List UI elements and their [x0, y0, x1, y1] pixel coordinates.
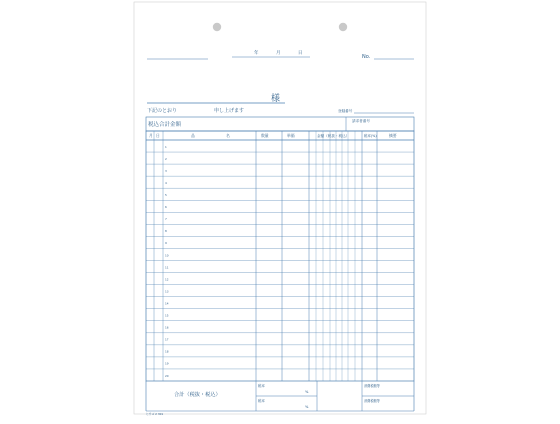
footer-percent-1: %	[305, 390, 309, 394]
row-number: 14	[165, 301, 169, 306]
date-day: 日	[298, 51, 303, 56]
row-number: 12	[165, 277, 169, 282]
date-month: 月	[276, 51, 281, 56]
row-number: 3	[165, 168, 167, 173]
footer-tax-rate-2: 税率	[258, 399, 265, 403]
honorific: 様	[271, 94, 281, 104]
greeting-left: 下記のとおり	[147, 108, 178, 114]
greeting-right: 申し上げます	[214, 108, 245, 114]
date-year: 年	[254, 51, 259, 56]
row-number: 18	[165, 349, 169, 354]
header-amount: 金額（税抜・税込）	[317, 134, 350, 138]
row-number: 6	[165, 205, 167, 210]
row-number: 15	[165, 313, 169, 318]
number-label: No.	[362, 54, 371, 60]
row-number: 13	[165, 289, 169, 294]
binding-hole-left	[213, 23, 221, 31]
header-remarks: 摘要	[389, 133, 397, 138]
row-number: 9	[165, 241, 167, 246]
row-number: 20	[165, 373, 169, 378]
registration-number-label: 登録番号	[338, 109, 353, 113]
row-number: 11	[165, 265, 169, 270]
row-number: 5	[165, 193, 167, 198]
footer-percent-2: %	[305, 405, 309, 409]
header-item-a: 品	[191, 133, 195, 138]
footer-right-label-2: 消費税額等	[364, 399, 380, 403]
paper-outline	[134, 2, 426, 414]
row-number: 17	[165, 337, 169, 342]
row-number: 10	[165, 253, 169, 258]
row-number: 7	[165, 217, 167, 222]
row-number: 8	[165, 229, 167, 234]
form-code: ヒサゴ 2 301	[146, 412, 164, 416]
header-unit-price: 単価	[287, 133, 295, 138]
row-number: 19	[165, 361, 169, 366]
row-number: 2	[165, 156, 167, 161]
header-month: 月	[149, 133, 153, 138]
footer-total-label: 合計（税抜・税込）	[174, 392, 221, 398]
row-number: 1	[165, 144, 167, 149]
header-tax-rate: 税率(%)	[364, 134, 377, 138]
binding-hole-right	[339, 23, 347, 31]
row-number: 16	[165, 325, 169, 330]
row-number: 4	[165, 180, 167, 185]
invoice-issuer-label: 請求者番号	[352, 119, 370, 123]
header-item-b: 名	[226, 133, 230, 138]
total-incl-tax-label: 税込合計金額	[148, 122, 182, 128]
header-day: 日	[156, 133, 160, 138]
footer-right-label-1: 消費税額等	[364, 384, 380, 388]
header-quantity: 数量	[261, 133, 269, 138]
footer-tax-rate-1: 税率	[258, 384, 265, 388]
